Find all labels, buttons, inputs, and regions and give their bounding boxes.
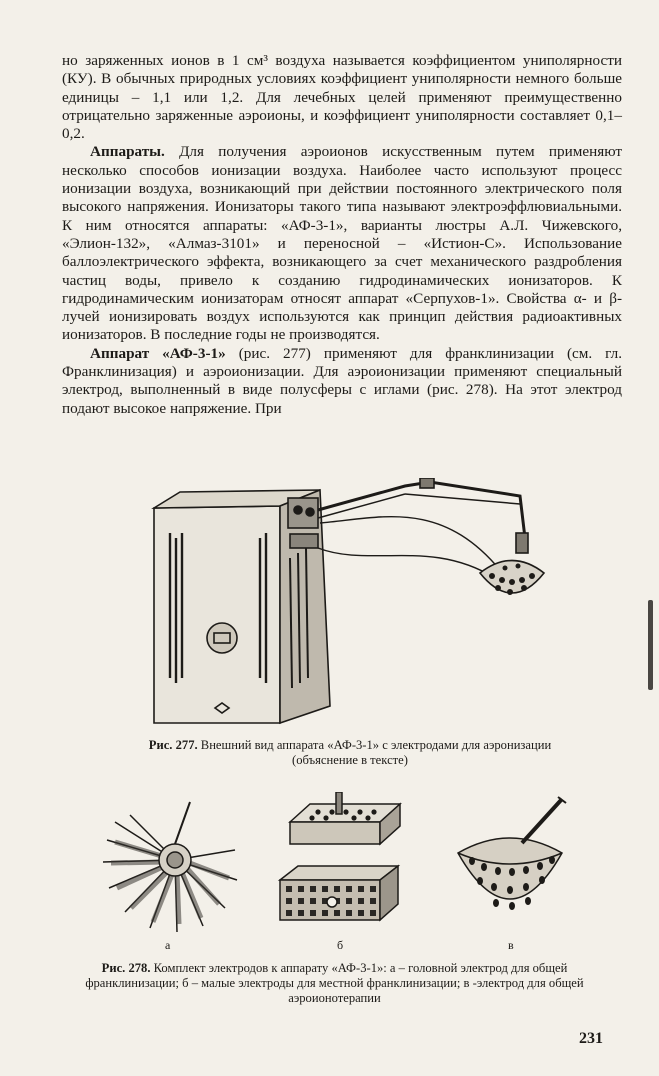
figure-278-caption [62,961,607,1006]
paragraph-2 [62,143,622,344]
figure-277-apparatus-illustration [140,478,560,728]
figure-278-caption-lead: Рис. 278. [101,961,151,975]
page-edge-shadow [648,600,653,690]
figure-278-label-a: а [165,938,171,952]
figure-277-caption-lead: Рис. 277. [148,738,198,752]
paragraph-2-body: Для получения аэроионов искусственным путем применяют несколько способов ионизации воздуха. Наиболее часто используют процесс ионизации воздуха, возникающий при действии постоянного электрического поля высокого напряжения. Ионизаторы такого типа называют электроэффлювиальными. К ним относятся аппараты: «АФ-3-1», варианты люстры А.Л. Чижевского, «Элион-132», «Алмаз-3101» и переносной – «Истион-С». Использование баллоэлектрического эффекта, возникающего за счет механического раздробления частиц воды, привело к созданию гидродинамических ионизаторов. К гидродинамическим ионизаторам относят аппарат «Серпухов-1». Свойства α- и β-лучей ионизировать воздух используются как принцип действия радиоактивных ионизаторов. В последние годы не производятся. [62,143,622,344]
paragraph-3-body: (рис. 277) применяют для франклинизации (см. гл. Франклинизация) и аэроионизации. Для аэроионизации применяют специальный электрод, выполненный в виде полусферы с иглами (рис. 278). На этот электрод подают высокое напряжение. При [62,344,623,417]
figure-277-caption [120,738,580,768]
figure-278-caption-text: Комплект электродов к аппарату «АФ-3-1»: а – головной электрод для общей франклинизации; б – малые электроды для местной франклинизации; в -электрод для общей аэроионотерапии [85,961,584,1005]
figure-277-caption-text: Внешний вид аппарата «АФ-3-1» с электродами для аэронизации (объяснение в тексте) [197,738,552,767]
figure-278-label-c: в [508,938,514,952]
paragraph-3 [62,345,622,418]
figure-278-electrode-a [95,800,245,935]
page-number: 231 [579,1030,603,1047]
figure-278-electrode-c [450,795,580,935]
paragraph-1: но заряженных ионов в 1 см³ воздуха называется коэффициентом униполярности (КУ). В обычных природных условиях коэффициент униполярности немного больше единицы – 1,1 или 1,2. Для лечебных целей применяют преимущественно отрицательно заряженные аэроионы, и коэффициент униполярности составляет 0,1–0,2. [62,52,622,143]
paragraph-3-lead: Аппарат «АФ-3-1» [90,344,226,362]
body-text [62,52,622,418]
figure-278-electrode-b [270,792,410,937]
paragraph-2-lead: Аппараты. [90,143,165,161]
figure-278-label-b: б [337,938,344,952]
